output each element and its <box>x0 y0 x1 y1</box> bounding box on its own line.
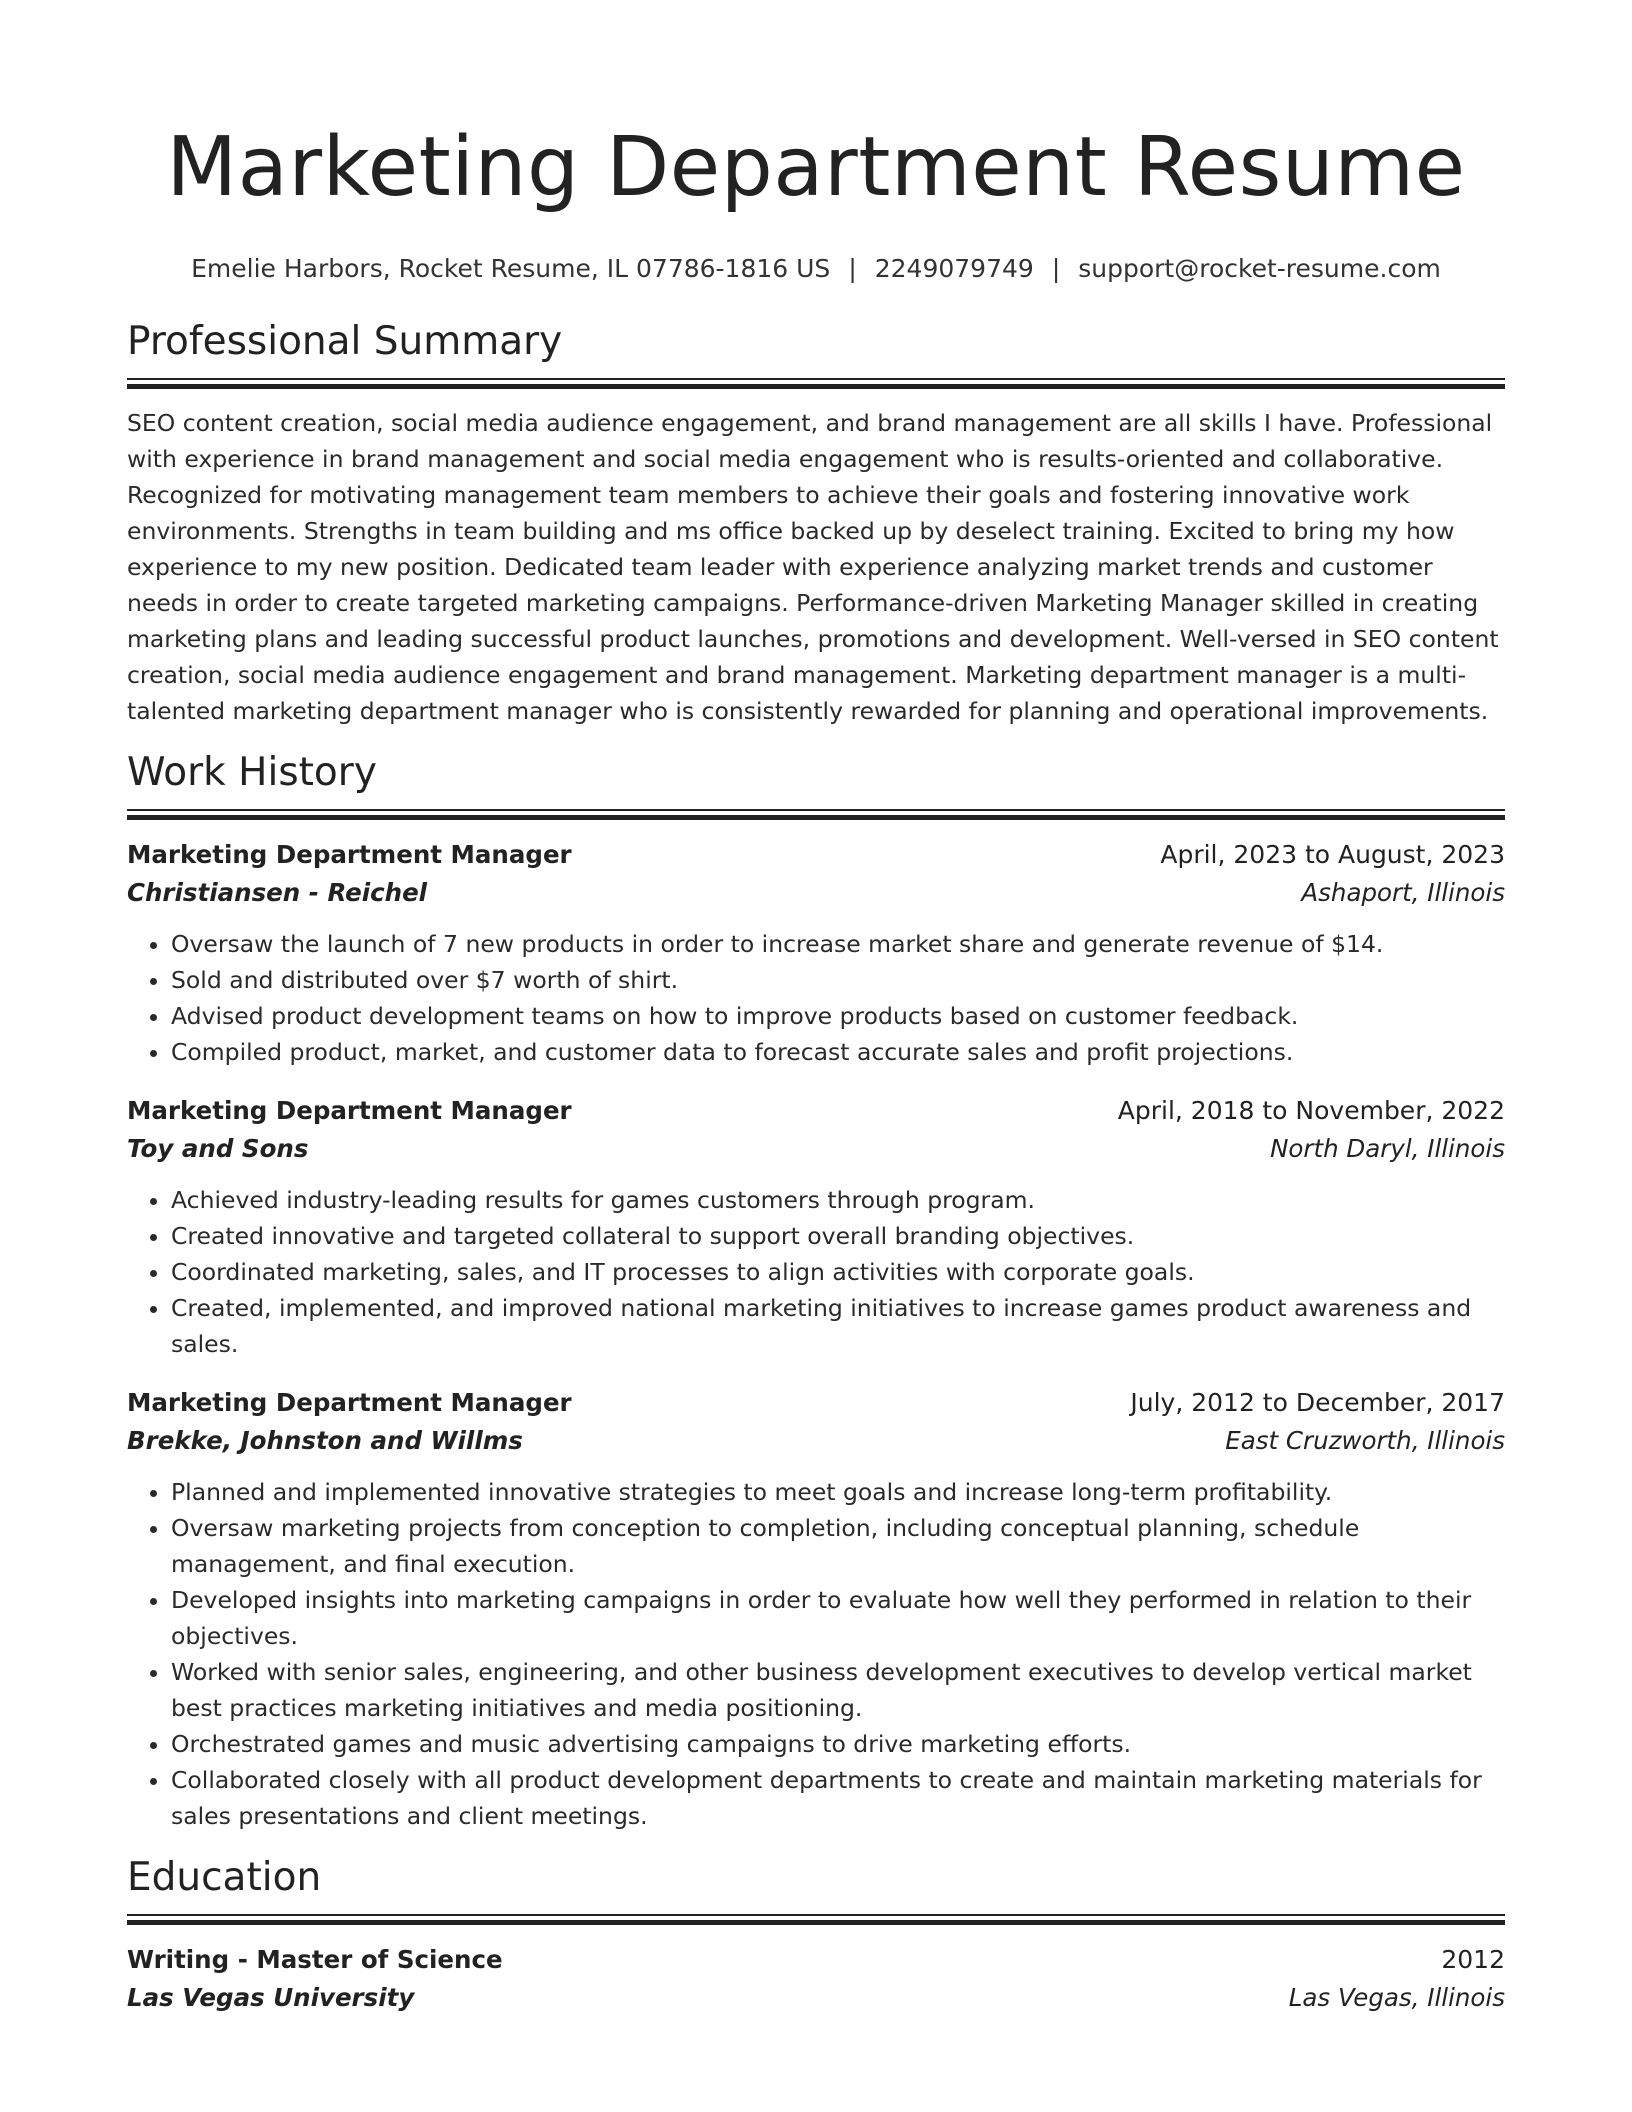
job-bullet: • Orchestrated games and music advertising campaigns to drive marketing efforts. <box>171 1726 1505 1762</box>
education-school: Las Vegas University <box>127 1983 415 2012</box>
contact-email: support@rocket-resume.com <box>1078 254 1441 283</box>
job-bullet: • Collaborated closely with all product development departments to create and maintain marketing materials for sales presentations and client meetings. <box>171 1762 1505 1834</box>
job-entry <box>127 1092 1505 1362</box>
job-dates: April, 2023 to August, 2023 <box>1160 840 1505 869</box>
job-bullet-list <box>127 1474 1505 1834</box>
job-title: Marketing Department Manager <box>127 840 572 869</box>
job-title: Marketing Department Manager <box>127 1388 572 1417</box>
job-entry <box>127 1384 1505 1834</box>
job-company: Toy and Sons <box>127 1134 309 1163</box>
section-divider <box>127 378 1505 389</box>
education-section <box>127 1852 1505 2017</box>
job-dates: July, 2012 to December, 2017 <box>1130 1388 1505 1417</box>
work-history-heading: Work History <box>127 750 377 795</box>
summary-text: SEO content creation, social media audience engagement, and brand management are all skills I have. Professional with experience in brand management and social media engagement who is results-oriented and collaborative. Recognized for motivating management team members to achieve their goals and fostering innovative work environments. Strengths in team building and ms office backed up by deselect training. Excited to bring my how experience to my new position. Dedicated team leader with experience analyzing market trends and customer needs in order to create targeted marketing campaigns. Performance-driven Marketing Manager skilled in creating marketing plans and leading successful product launches, promotions and development. Well-versed in SEO content creation, social media audience engagement and brand management. Marketing department manager is a multi-talented marketing department manager who is consistently rewarded for planning and operational improvements. <box>127 409 1499 725</box>
job-bullet: • Oversaw the launch of 7 new products in order to increase market share and generate revenue of $14. <box>171 926 1505 962</box>
contact-phone: 2249079749 <box>874 254 1034 283</box>
job-entry <box>127 836 1505 1070</box>
resume-title: Marketing Department Resume <box>166 120 1466 215</box>
job-title: Marketing Department Manager <box>127 1096 572 1125</box>
job-bullet: • Created innovative and targeted collateral to support overall branding objectives. <box>171 1218 1505 1254</box>
job-bullet: • Sold and distributed over $7 worth of shirt. <box>171 962 1505 998</box>
job-dates: April, 2018 to November, 2022 <box>1117 1096 1505 1125</box>
job-company: Christiansen - Reichel <box>127 878 428 907</box>
education-degree: Writing - Master of Science <box>127 1945 503 1974</box>
education-heading: Education <box>127 1855 322 1900</box>
section-divider <box>127 1914 1505 1925</box>
job-bullet: • Developed insights into marketing campaigns in order to evaluate how well they performed in relation to their objectives. <box>171 1582 1505 1654</box>
job-bullet: • Advised product development teams on how to improve products based on customer feedback. <box>171 998 1505 1034</box>
job-bullet: • Coordinated marketing, sales, and IT processes to align activities with corporate goals. <box>171 1254 1505 1290</box>
contact-separator: | <box>848 254 857 283</box>
job-location: North Daryl, Illinois <box>1270 1134 1505 1163</box>
job-bullet: • Achieved industry-leading results for games customers through program. <box>171 1182 1505 1218</box>
work-history-section <box>127 747 1505 1834</box>
job-company: Brekke, Johnston and Willms <box>127 1426 523 1455</box>
education-location: Las Vegas, Illinois <box>1288 1983 1505 2012</box>
section-divider <box>127 809 1505 820</box>
job-bullet-list <box>127 1182 1505 1362</box>
summary-section <box>127 316 1505 729</box>
education-year: 2012 <box>1441 1945 1505 1974</box>
job-bullet: • Worked with senior sales, engineering, and other business development executives to develop vertical market best practices marketing initiatives and media positioning. <box>171 1654 1505 1726</box>
job-bullet: • Oversaw marketing projects from conception to completion, including conceptual planning, schedule management, and final execution. <box>171 1510 1505 1582</box>
job-bullet-list <box>127 926 1505 1070</box>
job-bullet: • Planned and implemented innovative strategies to meet goals and increase long-term profitability. <box>171 1474 1505 1510</box>
job-location: East Cruzworth, Illinois <box>1225 1426 1505 1455</box>
job-bullet: • Created, implemented, and improved national marketing initiatives to increase games product awareness and sales. <box>171 1290 1505 1362</box>
contact-separator: | <box>1051 254 1061 283</box>
summary-heading: Professional Summary <box>127 319 563 364</box>
contact-line <box>127 252 1505 286</box>
education-entry <box>127 1941 1505 2017</box>
job-bullet: • Compiled product, market, and customer data to forecast accurate sales and profit projections. <box>171 1034 1505 1070</box>
contact-address: Emelie Harbors, Rocket Resume, IL 07786-1816 US <box>191 254 831 283</box>
job-location: Ashaport, Illinois <box>1301 878 1505 907</box>
